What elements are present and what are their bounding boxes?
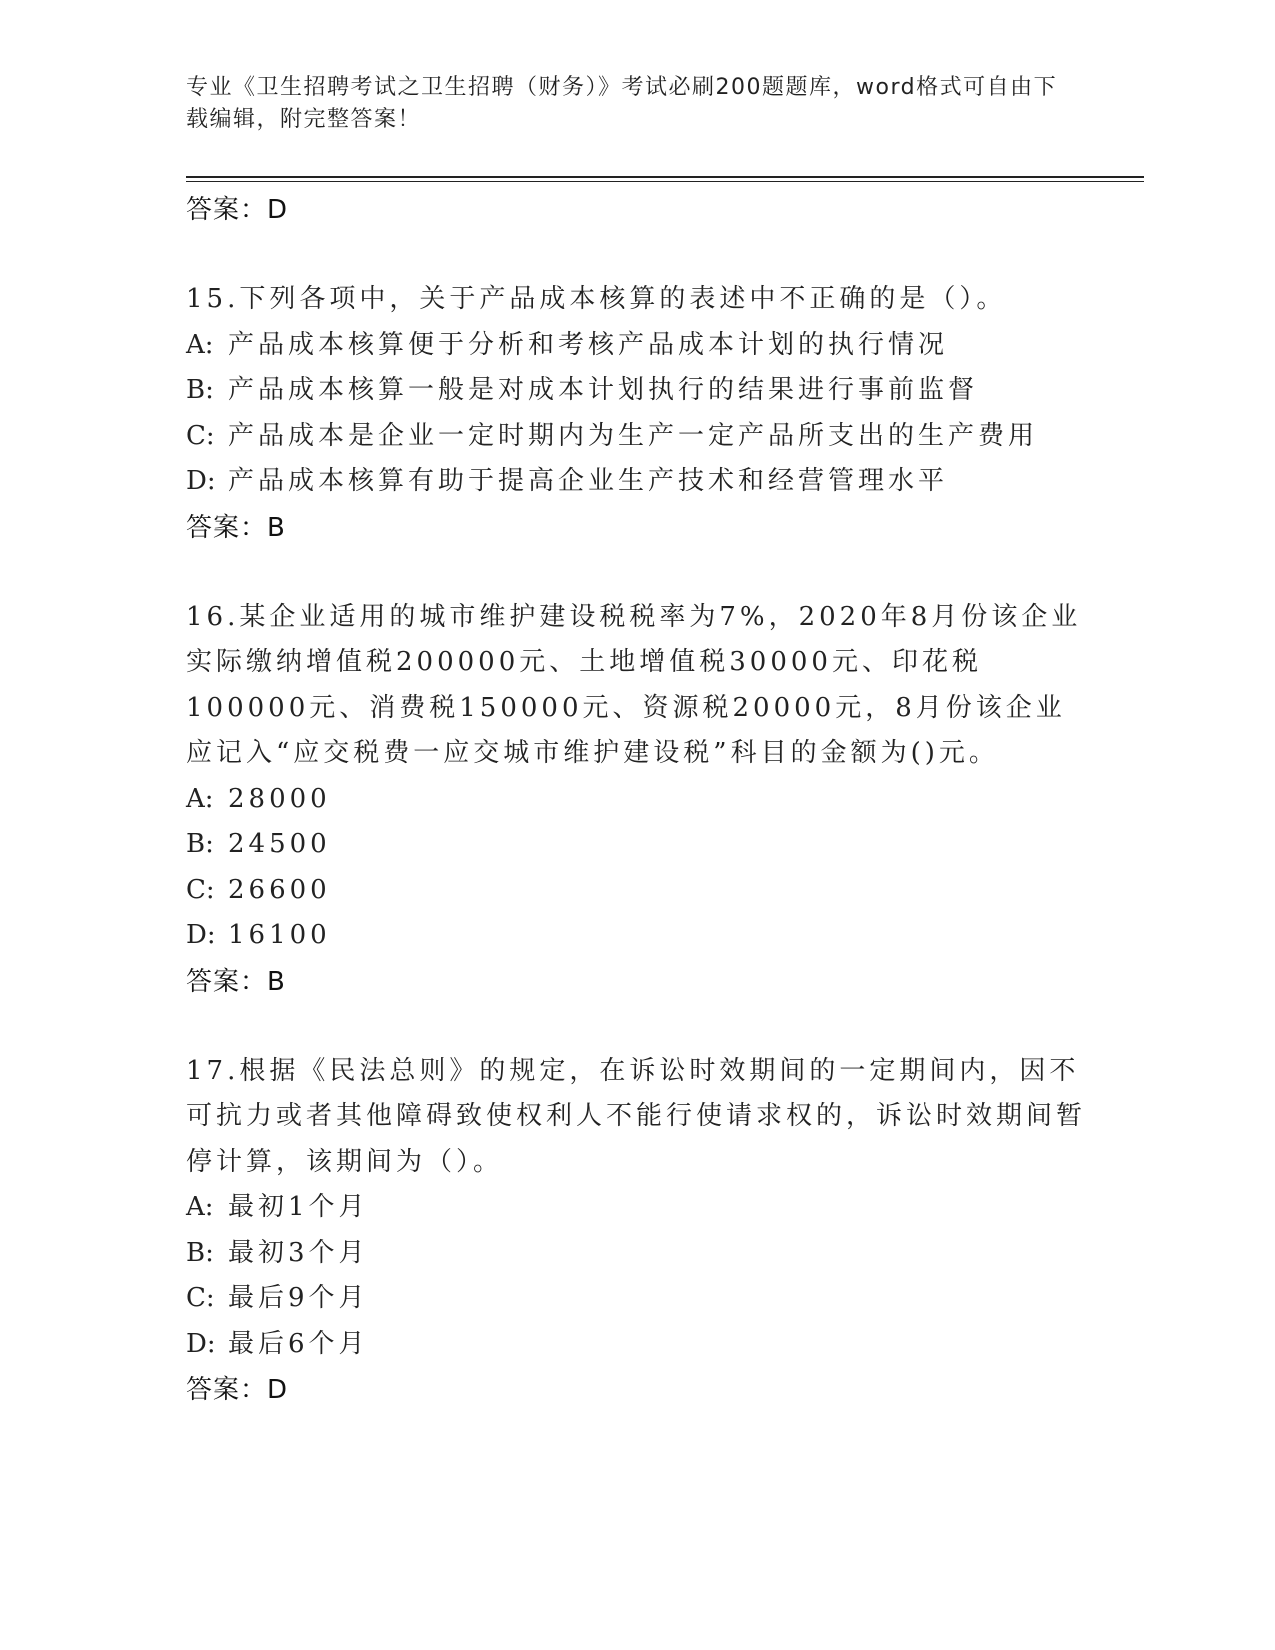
question-content [186, 187, 1086, 1413]
answer-line: 答案：B [186, 512, 286, 543]
question-17 [186, 1049, 1086, 1414]
option-text: 产品成本是企业一定时期内为生产一定产品所支出的生产费用 [228, 420, 1039, 451]
option-text: 最初3个月 [228, 1237, 369, 1268]
answer-line: 答案：B [186, 966, 286, 997]
option-a [186, 1185, 1086, 1231]
option-text: 最后6个月 [228, 1328, 369, 1359]
option-text: 最后9个月 [228, 1283, 369, 1313]
question-text: 16.某企业适用的城市维护建设税税率为7%，2020年8月份该企业实际缴纳增值税200000元、土地增值税30000元、印花税100000元、消费税150000元、资源税20000元，8月份该企业应记入“应交税费一应交城市维护建设税”科目的金额为()元。 [186, 601, 1082, 768]
option-text: 16100 [228, 920, 331, 950]
option-text: 24500 [228, 829, 331, 859]
option-a [186, 323, 1086, 369]
option-d [186, 459, 1086, 505]
option-text: 产品成本核算有助于提高企业生产技术和经营管理水平 [228, 466, 949, 496]
option-label: A: [186, 329, 214, 360]
option-text: 产品成本核算一般是对成本计划执行的结果进行事前监督 [228, 375, 979, 405]
header-divider-thin [186, 181, 1144, 182]
document-header: 专业《卫生招聘考试之卫生招聘（财务）》考试必刷200题题库，word格式可自由下载编辑，附完整答案！ [186, 75, 1058, 132]
header-divider-thick [186, 176, 1144, 178]
option-text: 最初1个月 [228, 1192, 369, 1222]
option-a [186, 777, 1086, 823]
option-c [186, 868, 1086, 914]
option-label: C: [186, 1283, 215, 1313]
option-d [186, 1322, 1086, 1368]
question-16 [186, 595, 1086, 1005]
question-text: 15.下列各项中，关于产品成本核算的表述中不正确的是（）。 [186, 284, 1007, 314]
option-label: D: [186, 1328, 216, 1359]
option-label: D: [186, 920, 216, 950]
option-label: A: [186, 783, 214, 814]
option-label: A: [186, 1192, 214, 1222]
option-label: C: [186, 420, 215, 451]
question-text: 17.根据《民法总则》的规定，在诉讼时效期间的一定期间内，因不可抗力或者其他障碍致使权利人不能行使请求权的，诉讼时效期间暂停计算，该期间为（）。 [186, 1055, 1087, 1177]
option-d [186, 913, 1086, 959]
option-text: 26600 [228, 874, 331, 905]
answer-line: 答案：D [186, 1375, 289, 1405]
question-15 [186, 277, 1086, 551]
option-c [186, 1276, 1086, 1322]
option-b [186, 1231, 1086, 1277]
option-label: B: [186, 829, 214, 859]
answer-line: 答案：D [186, 195, 289, 225]
option-b [186, 822, 1086, 868]
option-b [186, 368, 1086, 414]
option-text: 产品成本核算便于分析和考核产品成本计划的执行情况 [228, 329, 949, 360]
option-label: D: [186, 466, 216, 496]
option-label: B: [186, 375, 214, 405]
option-c [186, 414, 1086, 460]
option-label: C: [186, 874, 215, 905]
option-text: 28000 [228, 783, 331, 814]
option-label: B: [186, 1237, 214, 1268]
